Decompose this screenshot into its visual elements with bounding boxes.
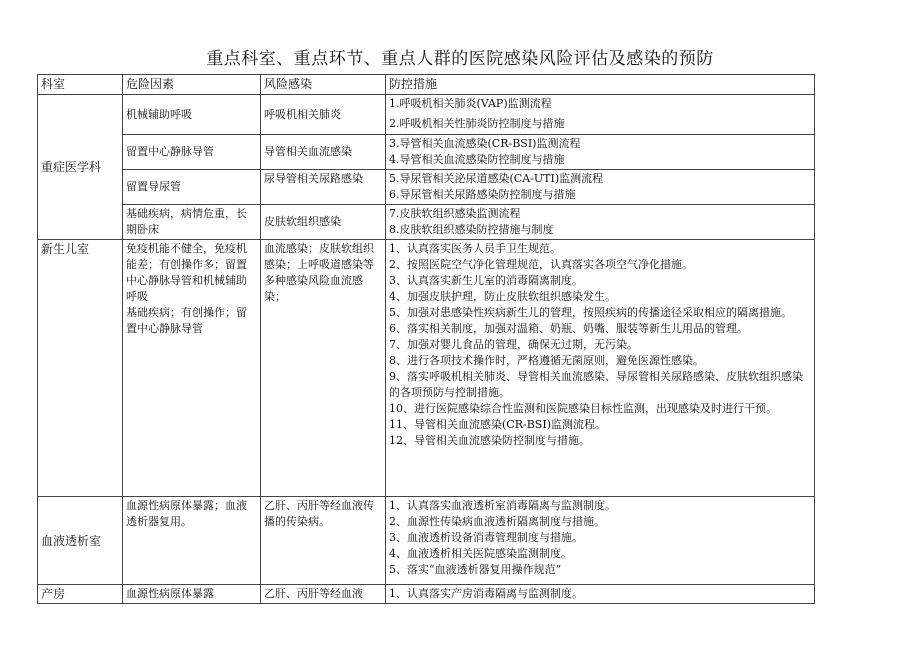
- page-title: 重点科室、重点环节、重点人群的医院感染风险评估及感染的预防: [206, 49, 714, 69]
- header-measures: 防控措施: [386, 75, 815, 95]
- table-row: [38, 240, 815, 497]
- measure-item: 3、血液透析设备消毒管理制度与措施。: [389, 531, 583, 544]
- risk-cell: 机械辅助呼吸: [123, 95, 261, 135]
- infection-cell: 皮肤软组织感染: [261, 205, 386, 240]
- measure-item: 1、认真落实医务人员手卫生规范。: [389, 242, 561, 255]
- table-row: [38, 170, 815, 205]
- header-infection: 风险感染: [261, 75, 386, 95]
- measure-item: 9、落实呼吸机相关肺炎、导管相关血流感染、导尿管相关尿路感染、皮肤软组织感染的各项预防与控制措施。: [389, 370, 803, 399]
- measure-item: 1、认真落实血液透析室消毒隔离与监测制度。: [389, 499, 616, 512]
- infection-cell: 呼吸机相关肺炎: [261, 95, 386, 135]
- risk-cell: 基础疾病，病情危重，长期卧床: [123, 205, 261, 240]
- header-risk: 危险因素: [123, 75, 261, 95]
- infection-cell: 乙肝、丙肝等经血液传播的传染病。: [261, 497, 386, 585]
- measure-item: 6.导尿管相关尿路感染防控制度与措施: [389, 188, 576, 201]
- table-header-row: [38, 75, 815, 95]
- dept-cell: 血液透析室: [38, 497, 123, 585]
- measure-item: 2.呼吸机相关性肺炎防控制度与措施: [389, 117, 565, 130]
- infection-cell: 血流感染；皮肤软组织感染；上呼吸道感染等多种感染风险血流感染；: [261, 240, 386, 497]
- risk-assessment-table: [37, 74, 815, 604]
- measure-item: 2、按照医院空气净化管理规范，认真落实各项空气净化措施。: [389, 258, 693, 271]
- measure-item: 11、导管相关血流感染(CR-BSI)监测流程。: [389, 418, 606, 431]
- measure-item: 5.导尿管相关泌尿道感染(CA-UTI)监测流程: [389, 172, 604, 185]
- measure-item: 4、加强皮肤护理，防止皮肤软组织感染发生。: [389, 290, 616, 303]
- measures-cell: [386, 497, 815, 585]
- infection-cell: 乙肝、丙肝等经血液: [261, 585, 386, 604]
- infection-cell: 导管相关血流感染: [261, 135, 386, 170]
- measure-item: 5、加强对患感染性疾病新生儿的管理，按照疾病的传播途径采取相应的隔离措施。: [389, 306, 792, 319]
- measure-item: 1.呼吸机相关肺炎(VAP)监测流程: [389, 97, 552, 110]
- table-row: [38, 585, 815, 604]
- risk-item: 免疫机能不健全，免疫机能差；有创操作多；留置中心静脉导管和机械辅助呼吸: [126, 242, 247, 303]
- measures-cell: [386, 170, 815, 205]
- table-row: [38, 205, 815, 240]
- risk-cell: 血源性病原体暴露；血液透析器复用。: [123, 497, 261, 585]
- measure-item: 5、落实“血液透析器复用操作规范”: [389, 563, 562, 576]
- risk-cell: 留置中心静脉导管: [123, 135, 261, 170]
- measures-cell: [386, 135, 815, 170]
- risk-cell: 留置导尿管: [123, 170, 261, 205]
- measure-item: 6、落实相关制度，加强对温箱、奶瓶、奶嘴、服装等新生儿用品的管理。: [389, 322, 748, 335]
- measures-cell: [386, 205, 815, 240]
- measure-item: 7.皮肤软组织感染监测流程: [389, 207, 521, 220]
- dept-cell: 产房: [38, 585, 123, 604]
- measure-item: 10、进行医院感染综合性监测和医院感染目标性监测，出现感染及时进行干预。: [389, 402, 777, 415]
- measure-item: 12、导管相关血流感染防控制度与措施。: [389, 434, 590, 447]
- risk-cell: 血源性病原体暴露: [123, 585, 261, 604]
- risk-item: 基础疾病；有创操作；留置中心静脉导管: [126, 306, 247, 335]
- measure-item: 4.导管相关血流感染防控制度与措施: [389, 153, 565, 166]
- measure-item: 2、血源性传染病血液透析隔离制度与措施。: [389, 515, 605, 528]
- measures-cell: [386, 240, 815, 497]
- measure-item: 8、进行各项技术操作时，严格遵循无菌原则，避免医源性感染。: [389, 354, 704, 367]
- table-row: [38, 135, 815, 170]
- measure-item: 8.皮肤软组织感染防控措施与制度: [389, 223, 554, 236]
- measure-item: 7、加强对婴儿食品的管理，确保无过期，无污染。: [389, 338, 638, 351]
- measure-item: 1、认真落实产房消毒隔离与监测制度。: [389, 587, 583, 600]
- infection-cell: 尿导管相关尿路感染: [261, 170, 386, 205]
- risk-cell: [123, 240, 261, 497]
- dept-cell: 新生儿室: [38, 240, 123, 497]
- measures-cell: [386, 585, 815, 604]
- dept-cell: 重症医学科: [38, 95, 123, 240]
- measure-item: 4、血液透析相关医院感染监测制度。: [389, 547, 572, 560]
- measure-item: 3.导管相关血流感染(CR-BSI)监测流程: [389, 137, 581, 150]
- table-row: [38, 95, 815, 135]
- header-dept: 科室: [38, 75, 123, 95]
- measures-cell: [386, 95, 815, 135]
- measure-item: 3、认真落实新生儿室的消毒隔离制度。: [389, 274, 583, 287]
- table-row: [38, 497, 815, 585]
